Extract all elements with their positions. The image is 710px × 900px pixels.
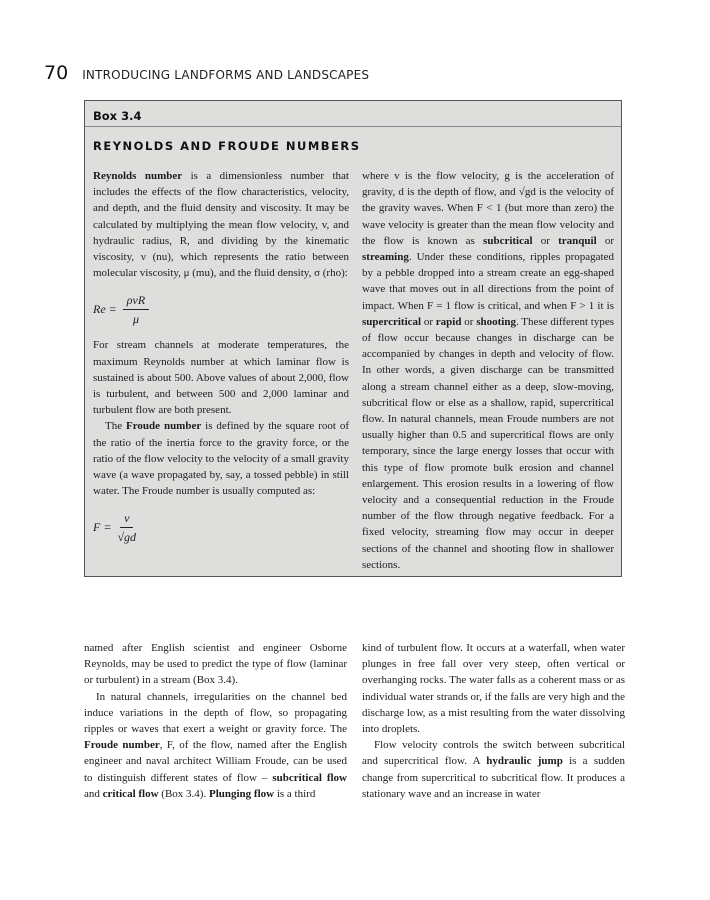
reynolds-eq-lhs: Re = xyxy=(93,302,117,317)
sidebar-box xyxy=(84,100,622,577)
reynolds-paragraph xyxy=(93,168,349,281)
reynolds-equation xyxy=(93,287,349,331)
body-paragraph: In natural channels, irregularities on the channel bed induce variations in the depth of flow, so propagating ripples or waves that exert a weight or gravity force. The Froude number, F, of the flow, named after the English engineer and naval architect William Froude, can be used to distinguish different states of flow – subcritical flow and critical flow (Box 3.4). Plunging flow is a third xyxy=(84,690,347,800)
froude-paragraph: The Froude number is defined by the square root of the ratio of the inertia force to the gravity force, or the ratio of the flow velocity to the velocity of a small gravity wave (a wave propagated by, say, a tossed pebble) in still water. The Froude number is usually computed as: xyxy=(93,420,349,498)
box-label: Box 3.4 xyxy=(93,109,142,123)
reynolds-term: Reynolds number xyxy=(93,170,183,182)
body-left-column xyxy=(84,640,347,802)
box-left-column xyxy=(93,168,349,555)
body-paragraph: named after English scientist and engineer Osborne Reynolds, may be used to predict the type of flow (laminar or turbulent) in a stream (Box 3.4). xyxy=(84,642,347,687)
body-paragraph: kind of turbulent flow. It occurs at a waterfall, when water plunges in free fall over very steep, often vertical or overhanging rocks. The water falls as a coherent mass or as individual water strands or, if the falls are very high and the discharge low, as a mist resulting from the water dissolving into droplets. xyxy=(362,642,625,736)
flow-regime-paragraph: where v is the flow velocity, g is the acceleration of gravity, d is the depth of flow, and √gd is the velocity of the gravity waves. When F < 1 (but more than zero) the wave velocity is greater than the mean flow velocity and the flow is known as subcritical or tranquil or streaming. Under these conditions, ripples propagated by a pebble dropped into a stream create an egg-shaped wave that moves out in all directions from the point of impact. When F = 1 flow is critical, and when F > 1 it is supercritical or rapid or shooting. These different types of flow occur because changes in discharge can be accompanied by changes in depth and velocity of flow. In other words, a given discharge can be transmitted along a stream channel either as a deep, slow-moving, subcritical flow or else as a shallow, rapid, supercritical flow. In natural channels, mean Froude numbers are not usually higher than 0.5 and supercritical flows are only temporary, since the large energy losses that occur with this type of flow promote bulk erosion and channel enlargement. This erosion results in a lowering of flow velocity and a consequential reduction in the Froude number of the flow through negative feedback. For a fixed velocity, streaming flow may occur in deeper sections of the channel and shooting flow in shallower sections. xyxy=(362,170,615,571)
reynolds-text: is a dimensionless number that includes the effects of the flow characteristics, velocity, and depth, and the fluid density and viscosity. It may be calculated by multiplying the mean flow velocity, v, and hydraulic radius, R, and dividing by the kinematic viscosity, ν (nu), which represents the ratio between molecular viscosity, μ (mu), and the fluid density, σ (rho): xyxy=(93,170,349,280)
froude-term: Froude number xyxy=(126,420,202,433)
froude-eq-numerator: v xyxy=(120,510,133,528)
reynolds-eq-numerator: ρνR xyxy=(123,292,149,310)
running-title: INTRODUCING LANDFORMS AND LANDSCAPES xyxy=(82,68,370,82)
froude-eq-lhs: F = xyxy=(93,520,112,535)
reynolds-eq-denominator: μ xyxy=(132,311,139,326)
laminar-paragraph: For stream channels at moderate temperatures, the maximum Reynolds number at which laminar flow is sustained is about 500. Above values of about 2,000, flow is turbulent, and between 500 and 2,000 laminar and turbulent flow are both present. xyxy=(93,339,349,417)
box-title: REYNOLDS AND FROUDE NUMBERS xyxy=(93,139,361,153)
froude-equation xyxy=(93,505,349,549)
running-header xyxy=(44,62,369,86)
body-paragraph: Flow velocity controls the switch between subcritical and supercritical flow. A hydraulic jump is a sudden change from supercritical to subcritical flow. It produces a stationary wave and an increase in water xyxy=(362,739,625,800)
body-right-column xyxy=(362,640,625,802)
box-divider xyxy=(85,126,621,127)
froude-text: is defined by the square root of the ratio of the inertia force to the gravity force, or the ratio of the flow velocity to the velocity of a small gravity wave (a wave propagated by, say, a tossed pebble) in still water. The Froude number is usually computed as: xyxy=(93,420,349,498)
box-right-column xyxy=(362,168,614,573)
froude-eq-denominator: √gd xyxy=(117,529,137,544)
page-number: 70 xyxy=(44,62,69,84)
